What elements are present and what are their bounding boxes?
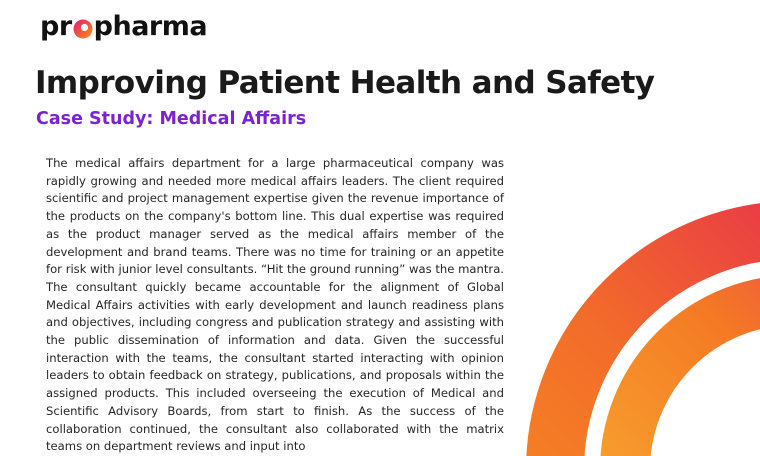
inner-arc	[625, 300, 760, 456]
gradient-arc-icon	[505, 150, 760, 420]
page-title: Improving Patient Health and Safety	[35, 65, 655, 101]
body-paragraph: The medical affairs department for a large pharmaceutical company was rapidly growing and needed more medical affairs leaders. The client required scientific and project management expertise given the revenue importance of the products on the company's bottom line. This dual expertise was required as the product manager served as the medical affairs member of the development and brand teams. There was no time for training or an appetite for risk with junior level consultants. “Hit the ground running” was the mantra. The consultant quickly became accountable for the alignment of Global Medical Affairs activities with early development and launch readiness plans and objectives, including congress and publication strategy and assisting with the public dissemination of information and data. Given the successful interaction with the teams, the consultant started interacting with opinion leaders to obtain feedback on strategy, publications, and proposals within the assigned products. This included overseeing the execution of Medical and Scientific Advisory Boards, from start to finish. As the success of the collaboration continued, the consultant also collaborated with the matrix teams on department reviews and input into	[46, 156, 504, 454]
logo-text-suffix: pharma	[93, 11, 208, 42]
page-subtitle: Case Study: Medical Affairs	[36, 109, 307, 129]
logo-text-prefix: pr	[40, 11, 72, 42]
propharma-logo	[40, 12, 207, 42]
logo-o-mark-icon	[73, 19, 93, 39]
